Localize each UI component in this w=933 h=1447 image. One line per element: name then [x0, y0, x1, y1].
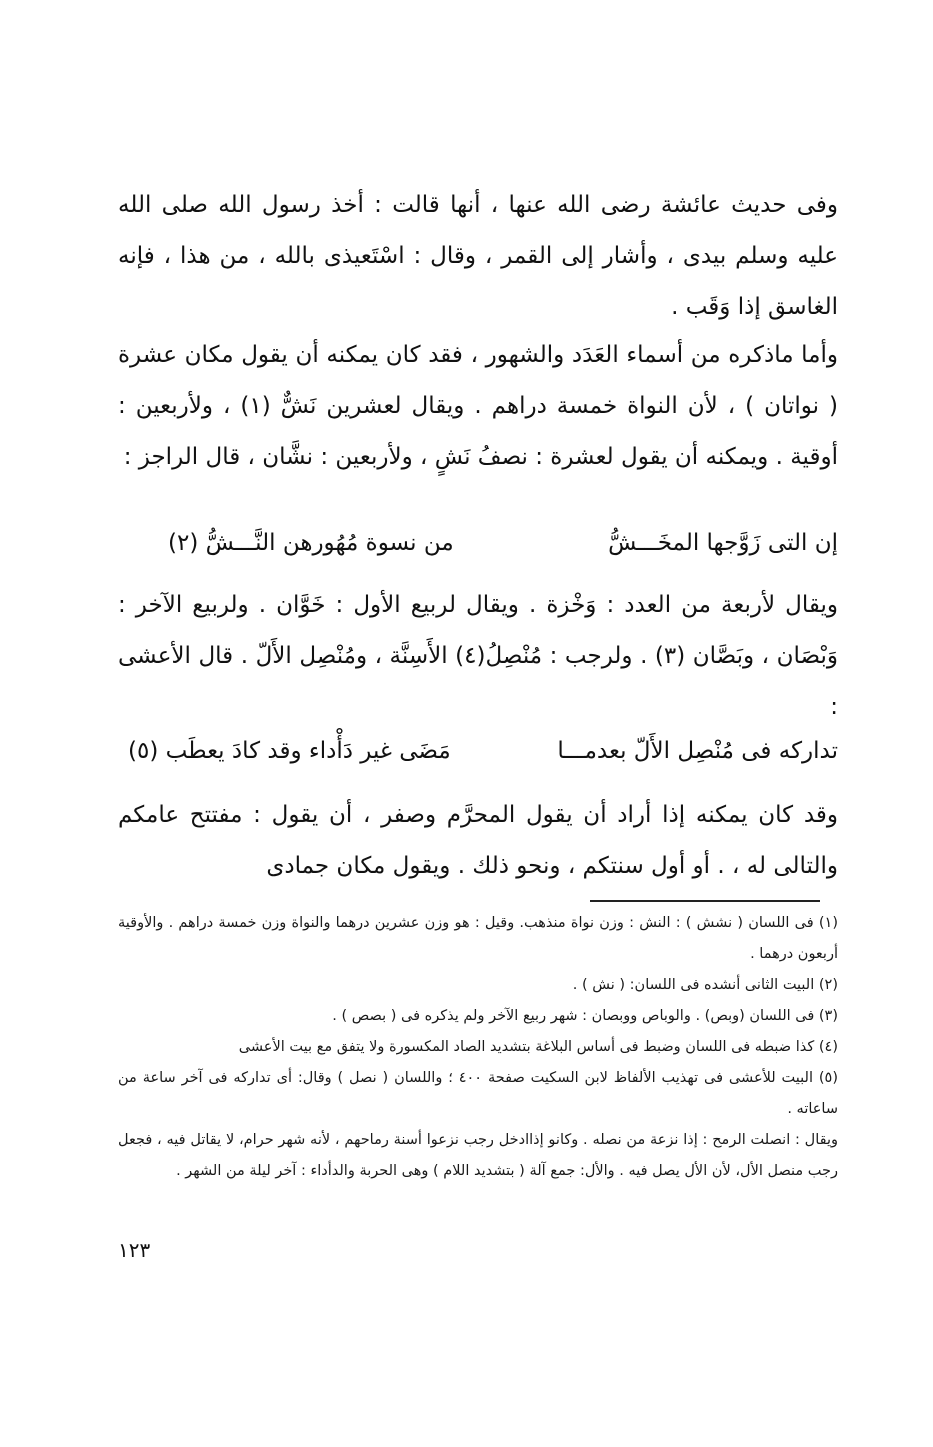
verse-asha [118, 738, 838, 778]
footnote-separator [590, 900, 820, 902]
footnote-5: (٥) البيت للأعشى فى تهذيب الألفاظ لابن السكيت صفحة ٤٠٠ ؛ واللسان ( نصل ) وقال: أى تداركه فى آخر ساعة من ساعاته . [118, 1070, 838, 1117]
paragraph-text: وقد كان يمكنه إذا أراد أن يقول المحرَّم وصفر ، أن يقول : مفتتح عامكم والتالى له ، . أو أول سنتكم ، ونحو ذلك . ويقول مكان جمادى [118, 802, 838, 879]
verse-rajaz [118, 530, 838, 570]
verse-first-hemistich: إن التى زَوَّجها المخَـــشُّ [608, 530, 838, 556]
footnote-2: (٢) البيت الثانى أنشده فى اللسان: ( نش ) . [572, 977, 838, 993]
footnote-4: (٤) كذا ضبطه فى اللسان وضبط فى أساس البلاغة بتشديد الصاد المكسورة ولا يتفق مع بيت الأعشى [238, 1039, 838, 1055]
page-number: ١٢٣ [118, 1238, 151, 1262]
paragraph-month-names [118, 580, 838, 733]
footnote-5-continued: ويقال : انصلت الرمح : إذا نزعة من نصله . وكانو إذاادخل رجب نزعوا أسنة رماحهم ، لأنه شهر حرام، لا يقاتل فيه ، فجعل رجب منصل الأل، لأن الأل يصل فيه . والأل: جمع آلة ( بتشديد اللام ) وهى الحربة والدأداء : آخر ليلة من الشهر . [118, 1132, 838, 1179]
footnote-3: (٣) فى اللسان (وبص) . والوباص ووبصان : شهر ربيع الآخر ولم يذكره فى ( بصص ) . [332, 1008, 838, 1024]
paragraph-numbers-months [118, 330, 838, 483]
paragraph-text: وفى حديث عائشة رضى الله عنها ، أنها قالت : أخذ رسول الله صلى الله عليه وسلم بيدى ، وأشار إلى القمر ، وقال : اسْتَعيذى بالله ، من هذا ، فإنه الغاسق إذا وَقَب . [118, 192, 838, 320]
footnote-1: (١) فى اللسان ( نشش ) : النش : وزن نواة منذهب. وقيل : هو وزن عشرين درهما والنواة وزن خمسة دراهم . والأوقية أربعون درهما . [118, 915, 838, 962]
paragraph-muharram [118, 790, 838, 892]
verse-first-hemistich: تداركه فى مُنْصِل الأَلّ بعدمـــا [557, 738, 838, 764]
footnotes [118, 908, 838, 1187]
paragraph-text: ويقال لأربعة من العدد : وَخْزة . ويقال لربيع الأول : خَوَّان . ولربيع الآخر : وَبْصَان ، وبَصَّان (٣) . ولرجب : مُنْصِلُ(٤) الأَسِنَّة ، ومُنْصِل الأَلّ . قال الأعشى : [118, 592, 838, 720]
verse-second-hemistich: مَضَى غير دَأْداء وقد كادَ يعطَب (٥) [128, 738, 451, 764]
paragraph-text: وأما ماذكره من أسماء العَدَد والشهور ، فقد كان يمكنه أن يقول مكان عشرة ( نواتان ) ، لأن النواة خمسة دراهم . ويقال لعشرين نَشٌّ (١) ، ولأربعين : أوقية . ويمكنه أن يقول لعشرة : نصفُ نَشٍ ، ولأربعين : نشَّان ، قال الراجز : [118, 342, 839, 470]
paragraph-aisha-hadith [118, 180, 838, 333]
verse-second-hemistich: من نسوة مُهُورهن النَّـــشُّ (٢) [168, 530, 454, 556]
